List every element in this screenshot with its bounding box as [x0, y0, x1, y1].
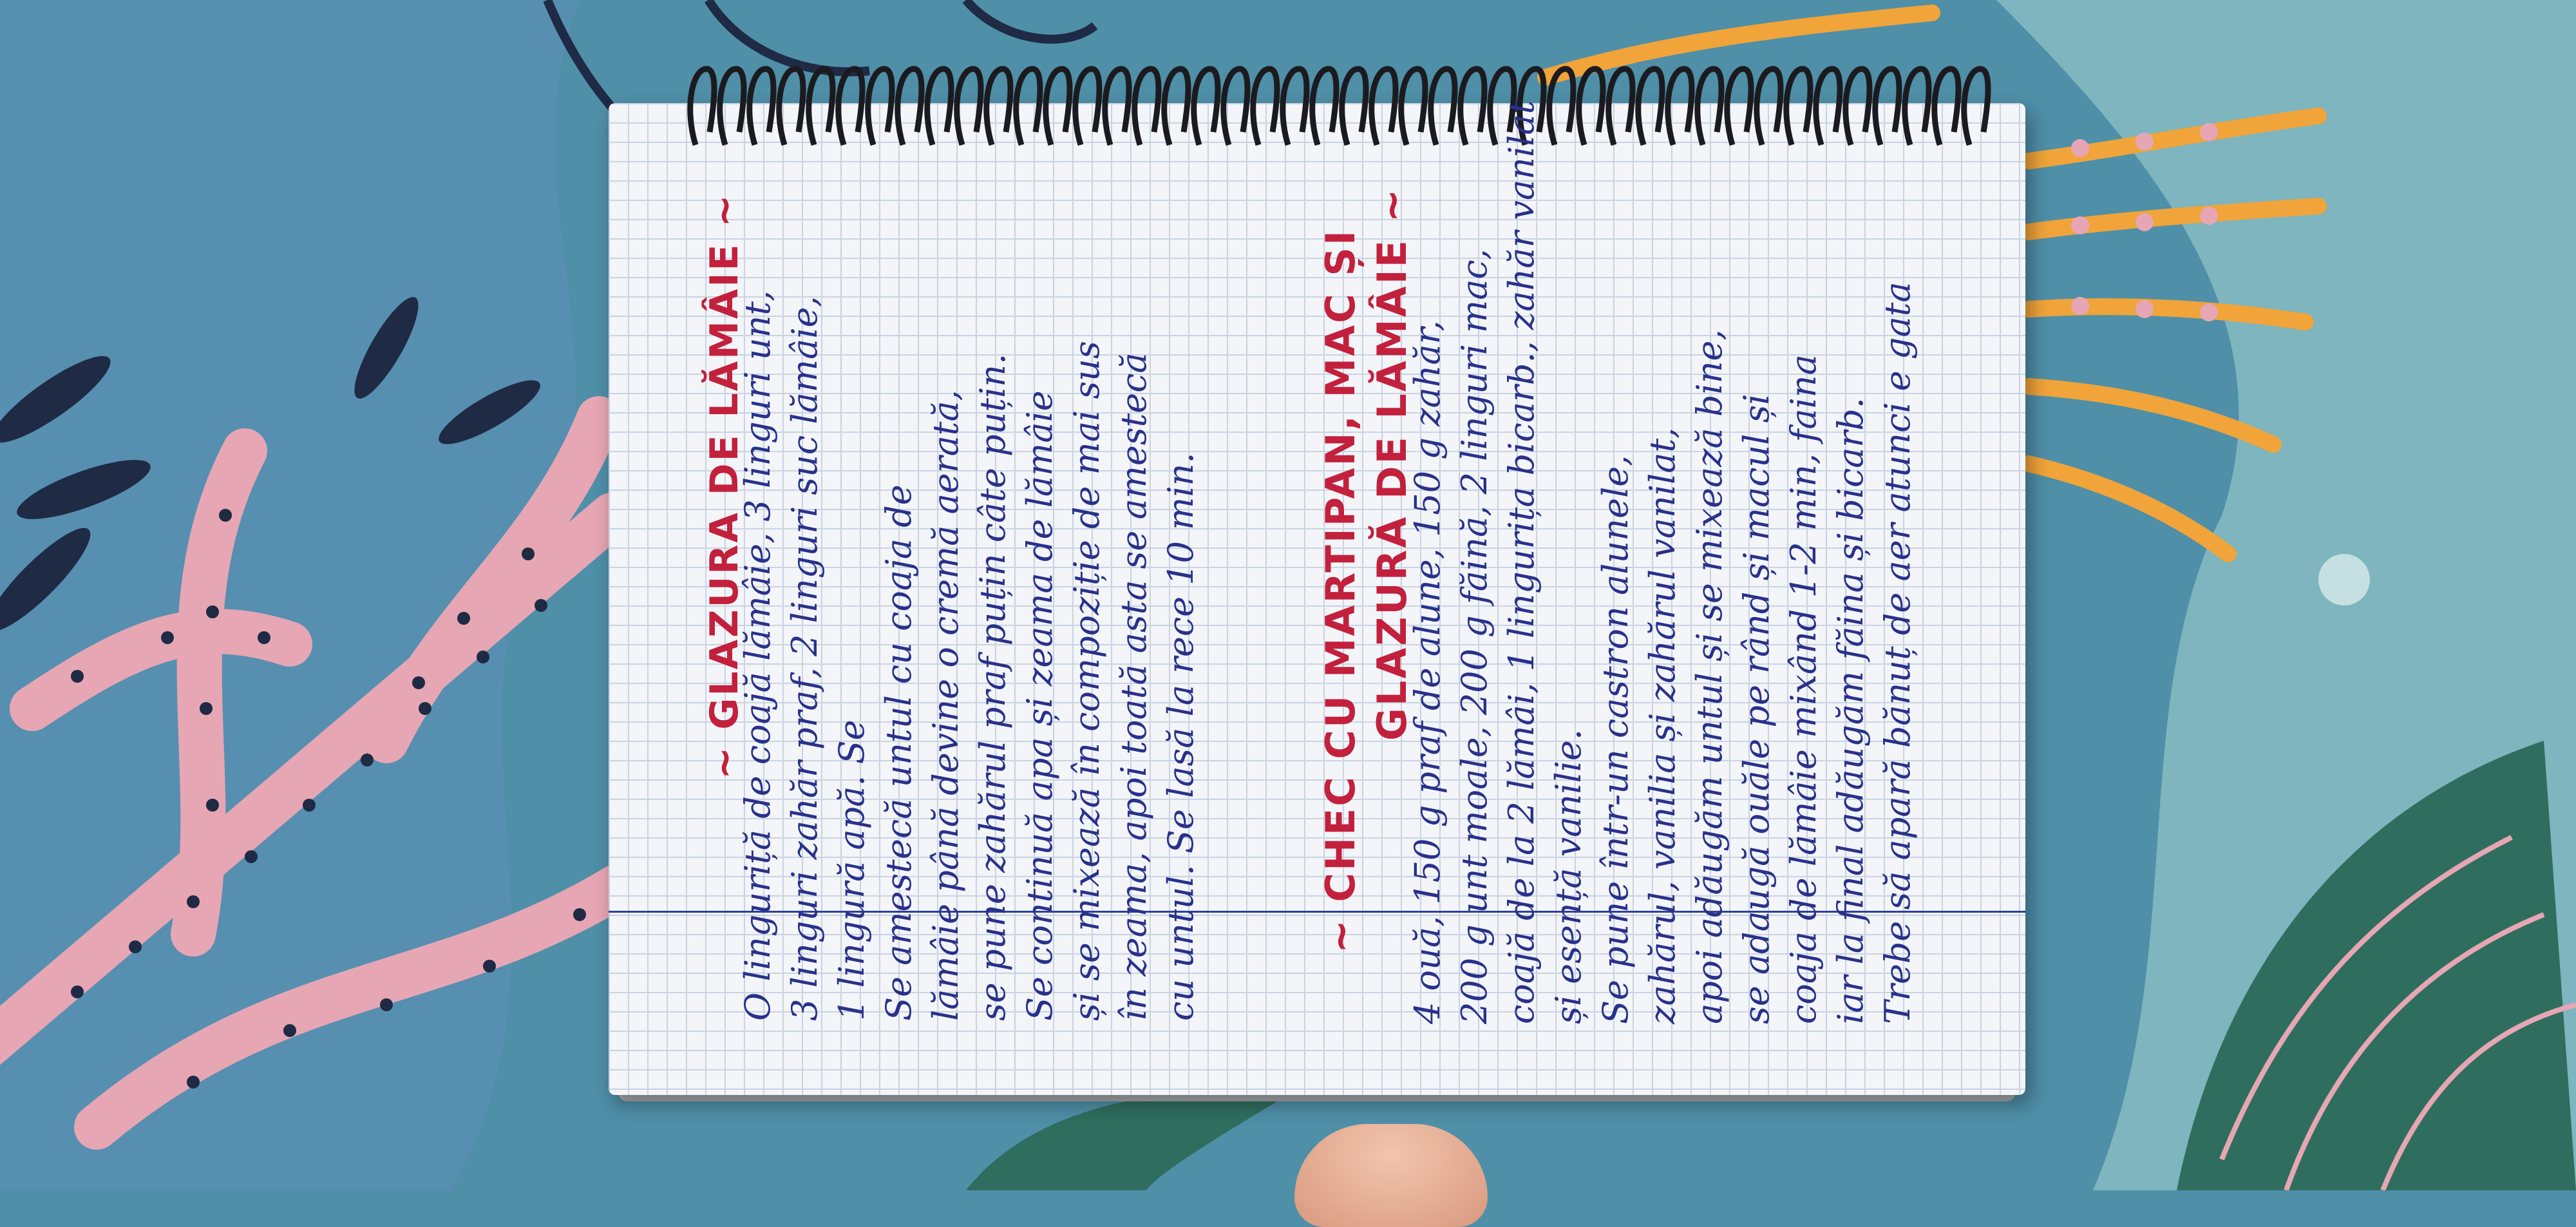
spiral-coil	[720, 69, 744, 145]
recipe2-line: se adaugă ouăle pe rând și macul și	[1736, 394, 1777, 1024]
spiral-coil	[690, 69, 714, 145]
recipe2-line: și esență vanilie.	[1548, 728, 1589, 1024]
recipe2-line: 200 g unt moale, 200 g făină, 2 linguri mac,	[1454, 249, 1495, 1024]
spiral-coil	[1935, 69, 1958, 145]
spiral-coil	[987, 69, 1010, 145]
spiral-coil	[1075, 69, 1099, 145]
spiral-coil	[779, 69, 803, 145]
recipe1-line: O linguriță de coajă lămâie, 3 linguri unt,	[737, 290, 778, 1021]
spiral-coil	[1312, 69, 1336, 145]
recipe2-line: Se pune într-un castron alunele,	[1595, 455, 1636, 1024]
recipe1-line: 1 lingură apă. Se	[831, 719, 872, 1021]
recipe2-title-line1: ~ CHEC CU MARTIPAN, MAC ȘI	[1317, 228, 1364, 953]
recipe2-title-line2: GLAZURĂ DE LĂMÂIE ~	[1368, 187, 1416, 741]
recipe2-line: apoi adăugăm untul și se mixează bine,	[1689, 329, 1730, 1024]
recipe1-body	[734, 290, 1204, 1021]
recipe1-line: lămâie până devine o cremă aerată,	[925, 390, 966, 1021]
recipe1-line: în zeama, apoi toată asta se amestecă	[1113, 352, 1154, 1021]
spiral-coil	[898, 69, 922, 145]
recipe2-line: 4 ouă, 150 g praf de alune, 150 g zahăr,	[1407, 320, 1448, 1024]
spiral-coil	[927, 69, 951, 145]
recipe1-line: se pune zahărul praf puțin câte puțin.	[972, 353, 1013, 1021]
spiral-coil	[1046, 69, 1070, 145]
spiral-coil	[1283, 69, 1307, 145]
recipe2-line: coajă de la 2 lămâi, 1 lingurița bicarb., zahăr vanilat	[1501, 100, 1542, 1024]
spiral-coil	[1135, 69, 1159, 145]
spiral-coil	[957, 69, 981, 145]
recipe2-body	[1404, 100, 1921, 1024]
recipe2-line: iar la final adăugăm făina și bicarb.	[1830, 397, 1871, 1024]
recipe2-line: coaja de lămâie mixând 1-2 min, faina	[1783, 354, 1824, 1024]
spiral-coil	[1342, 69, 1366, 145]
finger	[1294, 1124, 1488, 1227]
recipe2-line: Trebe să apară bănuț de aer atunci e gata	[1877, 281, 1918, 1024]
spiral-coil	[1253, 69, 1277, 145]
recipe1-line: Se amestecă untul cu coaja de	[878, 484, 919, 1021]
recipe1-line: cu untul. Se lasă la rece 10 min.	[1160, 452, 1201, 1021]
spiral-coil	[1105, 69, 1129, 145]
recipe1-line: Se continuă apa și zeama de lămâie	[1019, 390, 1060, 1021]
spiral-coil	[1224, 69, 1247, 145]
spiral-coil	[809, 69, 833, 145]
spiral-coil	[750, 69, 773, 145]
recipe1-line: 3 linguri zahăr praf, 2 linguri suc lămâie,	[784, 296, 825, 1021]
spiral-coil	[868, 69, 892, 145]
recipe2-line: zahărul, vanilia și zahărul vanilat,	[1642, 427, 1683, 1024]
recipe1-line: și se mixează în compoziție de mai sus	[1066, 341, 1107, 1021]
spiral-coil	[1016, 69, 1040, 145]
spiral-coil	[838, 69, 862, 145]
spiral-coil	[1194, 69, 1218, 145]
recipe1-title: ~ GLAZURA DE LĂMÂIE ~	[702, 193, 747, 779]
spiral-coil	[1164, 69, 1188, 145]
spiral-coil	[1372, 69, 1396, 145]
spiral-coil	[1964, 69, 1988, 145]
